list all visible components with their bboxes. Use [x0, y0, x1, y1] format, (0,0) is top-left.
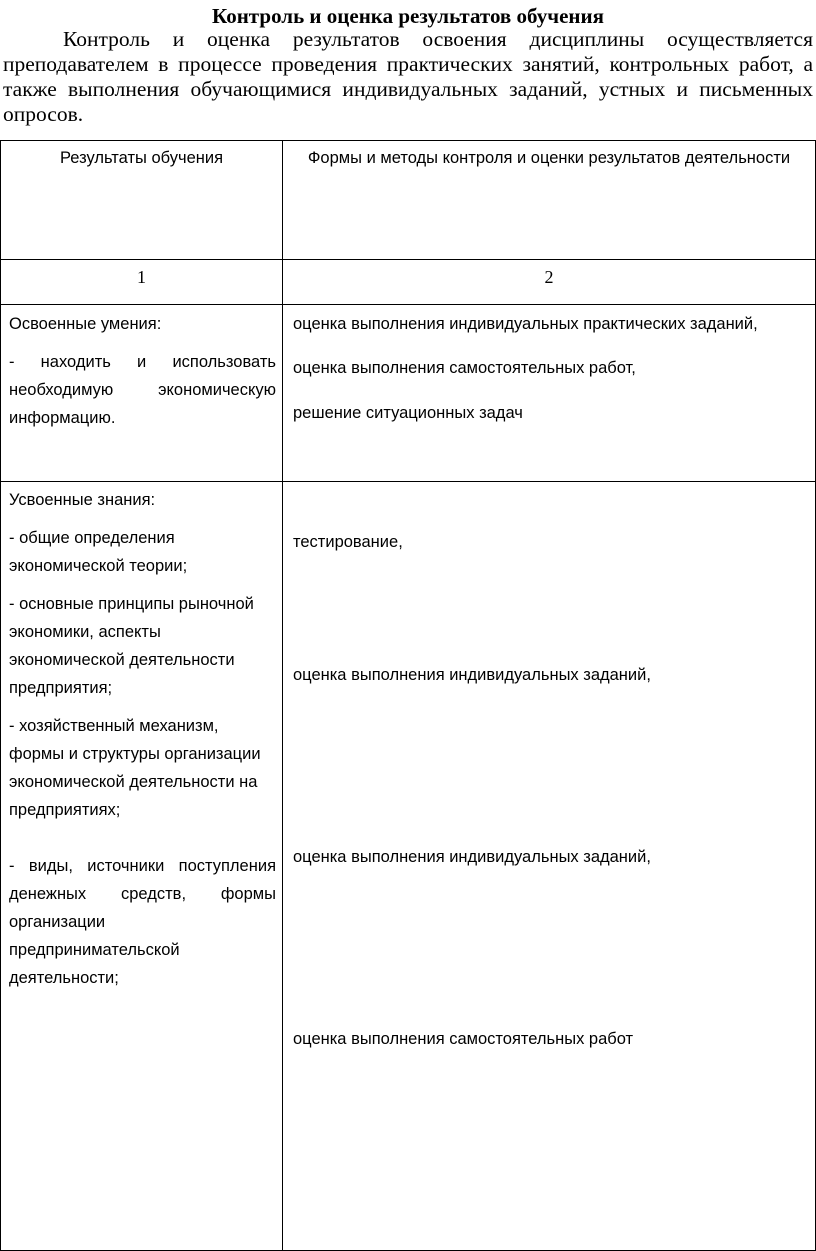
table-header-row [1, 141, 816, 260]
knowledge-method-2: оценка выполнения индивидуальных заданий, [293, 666, 651, 684]
knowledge-item-4: - виды, источники поступления денежных средств, формы организации предпринимательской деятельности; [9, 857, 276, 987]
skills-item: - находить и использовать необходимую экономическую информацию. [9, 353, 276, 427]
knowledge-method-3: оценка выполнения индивидуальных заданий, [293, 848, 651, 866]
skills-cell [1, 305, 283, 482]
intro-paragraph: Контроль и оценка результатов освоения дисциплины осуществляется преподавателем в процессе проведения практических занятий, контрольных работ, а также выполнения обучающимися индивидуальных заданий, устных и письменных опросов. [3, 27, 813, 126]
header-methods-text: Формы и методы контроля и оценки результатов деятельности [307, 149, 791, 167]
skills-methods-cell [283, 305, 816, 482]
knowledge-item-1: - общие определения экономической теории; [9, 529, 188, 575]
header-methods [283, 141, 816, 260]
column-number-2: 2 [283, 260, 816, 305]
column-number-row [1, 260, 816, 305]
knowledge-methods-cell [283, 482, 816, 1251]
knowledge-item-2: - основные принципы рыночной экономики, аспекты экономической деятельности предприятия; [9, 595, 254, 697]
knowledge-row [1, 482, 816, 1251]
header-results-text: Результаты обучения [59, 149, 224, 167]
skills-method-1: оценка выполнения индивидуальных практических заданий, [293, 315, 758, 333]
column-number-1: 1 [1, 260, 283, 305]
skills-label: Освоенные умения: [9, 315, 162, 333]
skills-method-2: оценка выполнения самостоятельных работ, [293, 359, 636, 377]
document-title: Контроль и оценка результатов обучения [212, 4, 604, 28]
skills-row [1, 305, 816, 482]
assessment-table [0, 140, 816, 1251]
knowledge-label: Усвоенные знания: [9, 491, 156, 509]
knowledge-item-3: - хозяйственный механизм, формы и структуры организации экономической деятельности на предприятиях; [9, 717, 261, 819]
knowledge-method-1: тестирование, [293, 533, 403, 551]
skills-method-3: решение ситуационных задач [293, 404, 523, 422]
knowledge-method-4: оценка выполнения самостоятельных работ [293, 1030, 634, 1048]
knowledge-cell [1, 482, 283, 1251]
header-results [1, 141, 283, 260]
